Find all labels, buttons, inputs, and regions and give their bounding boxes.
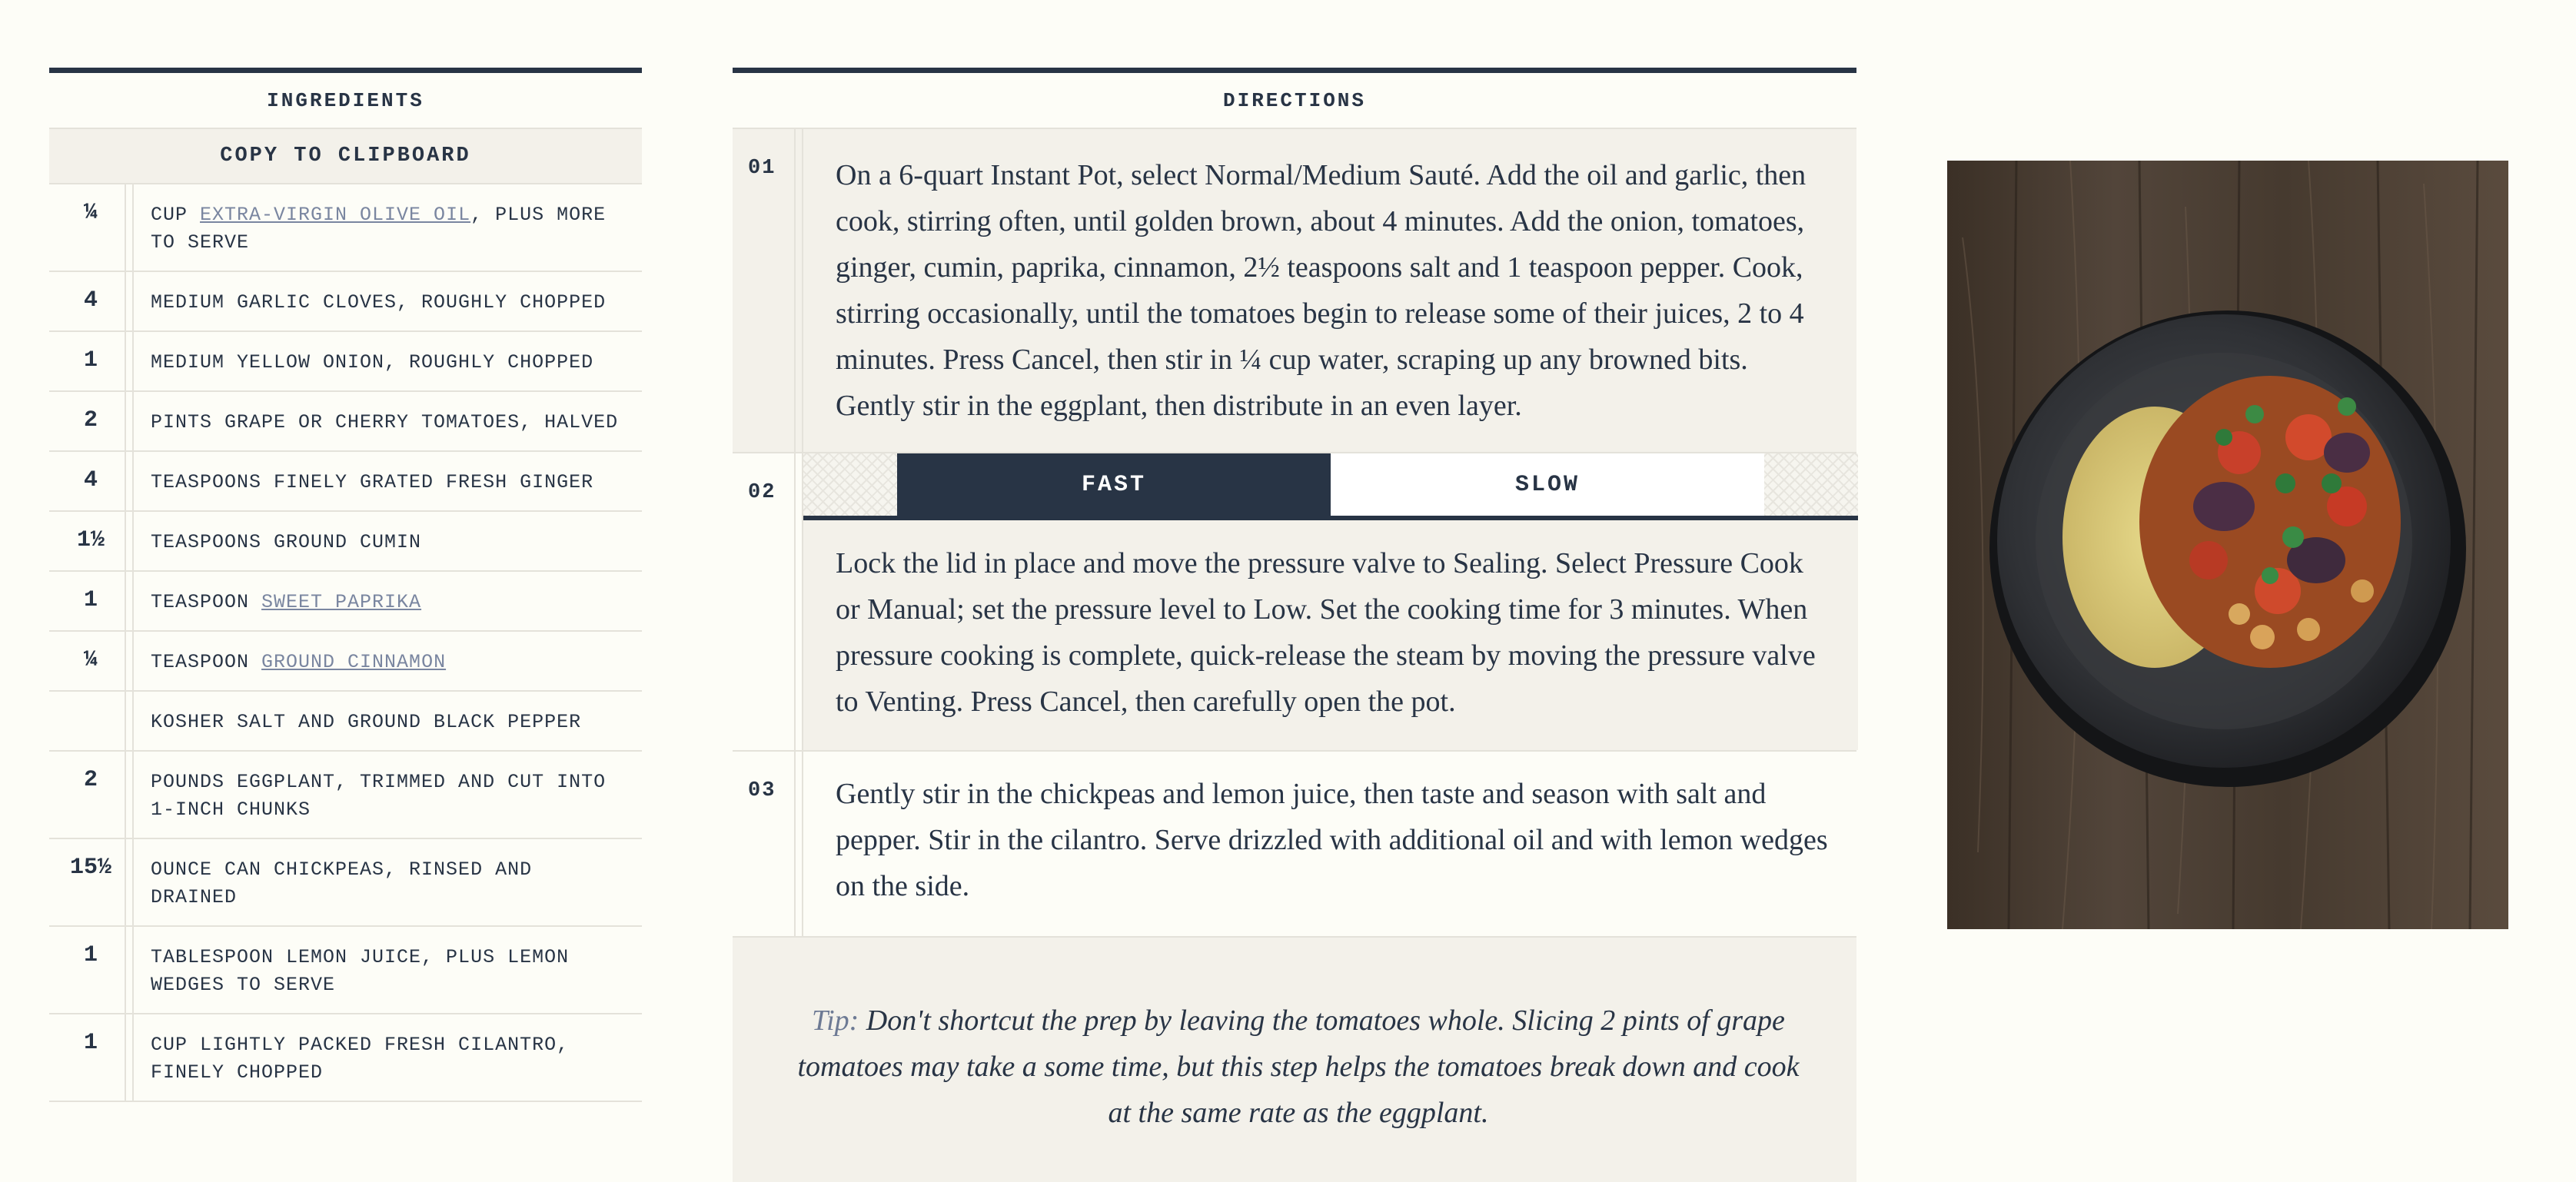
tip-box	[733, 938, 1856, 1182]
ingredient-text	[134, 572, 642, 630]
ingredient-quantity: 4	[49, 272, 134, 330]
ingredient-row	[49, 572, 642, 632]
ingredient-text	[134, 272, 642, 330]
direction-step	[733, 129, 1856, 453]
toggle-hatch-left	[803, 453, 897, 516]
ingredient-text	[134, 752, 642, 838]
ingredient-row	[49, 632, 642, 692]
ingredient-description: OUNCE CAN CHICKPEAS, RINSED AND DRAINED	[151, 858, 533, 908]
ingredient-quantity: 2	[49, 752, 134, 838]
ingredient-row	[49, 927, 642, 1014]
copy-to-clipboard-button[interactable]: COPY TO CLIPBOARD	[49, 129, 642, 184]
ingredient-description: TEASPOON	[151, 651, 262, 673]
step-number: 03	[733, 752, 803, 936]
step-number: 02	[733, 453, 803, 750]
ingredient-quantity: 2	[49, 392, 134, 450]
ingredient-row	[49, 1014, 642, 1102]
ingredients-top-rule	[49, 68, 642, 73]
ingredient-description: MEDIUM YELLOW ONION, ROUGHLY CHOPPED	[151, 351, 594, 374]
step-text: On a 6-quart Instant Pot, select Normal/Medium Sauté. Add the oil and garlic, then cook, stirring often, until golden brown, about 4 minutes. Add the onion, tomatoes, ginger, cumin, paprika, cinnamon, 2½ teaspoons salt and 1 teaspoon pepper. Cook, stirring occasionally, until the tomatoes begin to release some of their juices, 2 to 4 minutes. Press Cancel, then stir in ¼ cup water, scraping up any browned bits. Gently stir in the eggplant, then distribute in an even layer.	[836, 159, 1807, 422]
ingredient-description: TEASPOON	[151, 591, 262, 613]
ingredient-row	[49, 332, 642, 392]
ingredient-text	[134, 692, 642, 750]
ingredients-heading: INGREDIENTS	[49, 73, 642, 129]
ingredient-text	[134, 332, 642, 390]
direction-step	[733, 453, 1856, 752]
dish-photo	[1947, 161, 2508, 929]
fast-toggle-button[interactable]: FAST	[897, 453, 1331, 516]
cook-method-toggle	[803, 453, 1858, 520]
ingredient-text	[134, 1014, 642, 1101]
ingredient-list	[49, 184, 642, 1102]
ingredient-text	[134, 927, 642, 1013]
ingredient-description: TEASPOONS FINELY GRATED FRESH GINGER	[151, 471, 594, 493]
ingredient-description: POUNDS EGGPLANT, TRIMMED AND CUT INTO 1-INCH CHUNKS	[151, 771, 607, 821]
ingredient-quantity: 1	[49, 572, 134, 630]
ingredient-quantity: 1	[49, 927, 134, 1013]
ingredient-text	[134, 512, 642, 570]
step-number: 01	[733, 129, 803, 452]
ingredient-quantity: ¼	[49, 632, 134, 690]
direction-step	[733, 752, 1856, 938]
ingredient-row	[49, 692, 642, 752]
ingredient-quantity: 15½	[49, 839, 134, 925]
ingredient-quantity: 4	[49, 452, 134, 510]
ingredient-link[interactable]: SWEET PAPRIKA	[261, 591, 422, 613]
ingredient-description: CUP	[151, 204, 201, 226]
ingredient-row	[49, 839, 642, 927]
ingredient-row	[49, 752, 642, 839]
ingredient-row	[49, 272, 642, 332]
ingredient-description: TEASPOONS GROUND CUMIN	[151, 531, 422, 553]
directions-heading: DIRECTIONS	[733, 73, 1856, 129]
ingredient-text	[134, 392, 642, 450]
slow-toggle-button[interactable]: SLOW	[1331, 453, 1764, 516]
ingredient-text	[134, 839, 642, 925]
step-text: Gently stir in the chickpeas and lemon juice, then taste and season with salt and pepper. Stir in the cilantro. Serve drizzled with additional oil and with lemon wedges on the side.	[836, 778, 1828, 902]
ingredient-quantity: 1	[49, 332, 134, 390]
ingredient-row	[49, 184, 642, 272]
ingredient-text	[134, 452, 642, 510]
directions-top-rule	[733, 68, 1856, 73]
ingredient-row	[49, 392, 642, 452]
ingredient-link[interactable]: GROUND CINNAMON	[261, 651, 447, 673]
ingredient-description: PINTS GRAPE OR CHERRY TOMATOES, HALVED	[151, 411, 619, 433]
ingredient-row	[49, 452, 642, 512]
ingredients-panel	[49, 68, 642, 1102]
ingredient-text	[134, 632, 642, 690]
ingredient-description-suffix: , PLUS MORE TO SERVE	[151, 204, 607, 254]
step-text: Lock the lid in place and move the pressure valve to Sealing. Select Pressure Cook or Manual; set the pressure level to Low. Set the cooking time for 3 minutes. When pressure cooking is complete, quick-release the steam by moving the pressure valve to Venting. Press Cancel, then carefully open the pot.	[836, 547, 1816, 718]
tip-label: Tip:	[812, 1004, 859, 1037]
directions-panel	[733, 68, 1856, 1182]
ingredient-description: CUP LIGHTLY PACKED FRESH CILANTRO, FINELY CHOPPED	[151, 1034, 570, 1084]
ingredient-description: KOSHER SALT AND GROUND BLACK PEPPER	[151, 711, 582, 733]
ingredient-quantity: 1½	[49, 512, 134, 570]
ingredient-text	[134, 184, 642, 271]
ingredient-row	[49, 512, 642, 572]
ingredient-description: TABLESPOON LEMON JUICE, PLUS LEMON WEDGES TO SERVE	[151, 946, 570, 996]
ingredient-description: MEDIUM GARLIC CLOVES, ROUGHLY CHOPPED	[151, 291, 607, 314]
toggle-hatch-right	[1764, 453, 1858, 516]
tip-text: Don't shortcut the prep by leaving the tomatoes whole. Slicing 2 pints of grape tomatoes may take a some time, but this step helps the tomatoes break down and cook at the same rate as the eggplant.	[797, 1004, 1800, 1129]
ingredient-quantity: 1	[49, 1014, 134, 1101]
ingredient-quantity	[49, 692, 134, 750]
ingredient-quantity: ¼	[49, 184, 134, 271]
ingredient-link[interactable]: EXTRA-VIRGIN OLIVE OIL	[200, 204, 471, 226]
